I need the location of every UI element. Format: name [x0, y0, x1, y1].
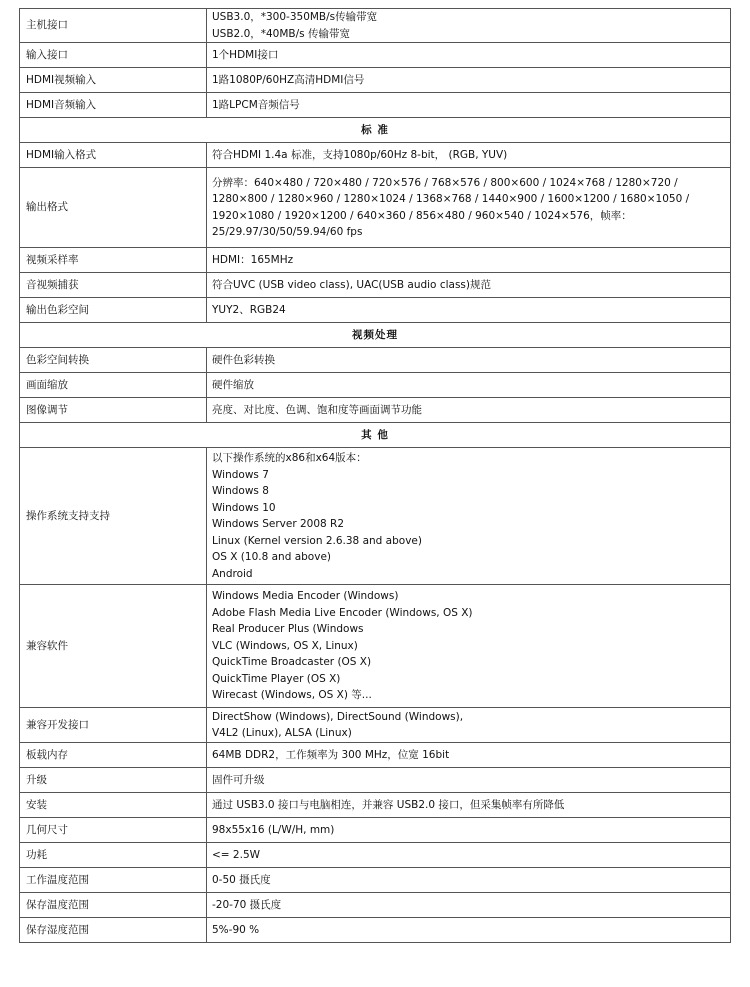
spec-row [20, 918, 731, 943]
spec-value: 分辨率：640×480 / 720×480 / 720×576 / 768×576 / 800×600 / 1024×768 / 1280×720 / 1280×800 / 1280×960 / 1280×1024 / 1368×768 / 1440×900 / 1600×1200 / 1680×1050 / 1920×1080 / 1920×1200 / 640×360 / 856×480 / 960×540 / 1024×576，帧率： 25/29.97/30/50/59.94/60 fps [207, 168, 731, 248]
spec-table [19, 8, 731, 943]
spec-row [20, 143, 731, 168]
spec-label: 几何尺寸 [20, 818, 207, 843]
section-header-row [20, 323, 731, 348]
spec-row [20, 843, 731, 868]
section-header-row [20, 423, 731, 448]
section-header-row [20, 118, 731, 143]
spec-value: 亮度、对比度、色调、饱和度等画面调节功能 [207, 398, 731, 423]
spec-value: Windows Media Encoder (Windows) Adobe Flash Media Live Encoder (Windows, OS X) Real Producer Plus (Windows VLC (Windows, OS X, Linux) QuickTime Broadcaster (OS X) QuickTime Player (OS X) Wirecast (Windows, OS X) 等... [207, 585, 731, 708]
spec-label: 功耗 [20, 843, 207, 868]
spec-label: 升级 [20, 768, 207, 793]
spec-row [20, 818, 731, 843]
spec-row [20, 68, 731, 93]
spec-label: 板载内存 [20, 743, 207, 768]
spec-value: 1路LPCM音频信号 [207, 93, 731, 118]
spec-value: 以下操作系统的x86和x64版本： Windows 7 Windows 8 Windows 10 Windows Server 2008 R2 Linux (Kernel version 2.6.38 and above) OS X (10.8 and above) Android [207, 448, 731, 585]
spec-label: 图像调节 [20, 398, 207, 423]
spec-label: HDMI输入格式 [20, 143, 207, 168]
spec-row [20, 585, 731, 708]
spec-row [20, 373, 731, 398]
spec-label: 兼容开发接口 [20, 708, 207, 743]
spec-row [20, 768, 731, 793]
spec-value: YUY2、RGB24 [207, 298, 731, 323]
spec-row [20, 168, 731, 248]
spec-row [20, 793, 731, 818]
spec-value: 1个HDMI接口 [207, 43, 731, 68]
spec-label: 输出格式 [20, 168, 207, 248]
section-title: 其 他 [20, 423, 731, 448]
section-title: 视频处理 [20, 323, 731, 348]
spec-label: HDMI音频输入 [20, 93, 207, 118]
spec-label: 视频采样率 [20, 248, 207, 273]
spec-row [20, 743, 731, 768]
spec-value: 64MB DDR2，工作频率为 300 MHz，位宽 16bit [207, 743, 731, 768]
spec-label: 保存温度范围 [20, 893, 207, 918]
spec-row [20, 708, 731, 743]
spec-value: 硬件色彩转换 [207, 348, 731, 373]
spec-value: 符合UVC (USB video class), UAC(USB audio class)规范 [207, 273, 731, 298]
spec-value: 1路1080P/60HZ高清HDMI信号 [207, 68, 731, 93]
spec-row [20, 9, 731, 43]
spec-row [20, 868, 731, 893]
spec-row [20, 448, 731, 585]
spec-value: HDMI：165MHz [207, 248, 731, 273]
spec-value: 固件可升级 [207, 768, 731, 793]
spec-label: 兼容软件 [20, 585, 207, 708]
spec-value: 硬件缩放 [207, 373, 731, 398]
spec-row [20, 348, 731, 373]
spec-value: 0-50 摄氏度 [207, 868, 731, 893]
spec-row [20, 893, 731, 918]
spec-label: 操作系统支持支持 [20, 448, 207, 585]
spec-label: 色彩空间转换 [20, 348, 207, 373]
spec-label: 输出色彩空间 [20, 298, 207, 323]
spec-label: 安装 [20, 793, 207, 818]
spec-label: 输入接口 [20, 43, 207, 68]
spec-row [20, 43, 731, 68]
spec-value: 5%-90 % [207, 918, 731, 943]
spec-value: 通过 USB3.0 接口与电脑相连，并兼容 USB2.0 接口，但采集帧率有所降低 [207, 793, 731, 818]
spec-table-body [20, 9, 731, 943]
spec-label: 画面缩放 [20, 373, 207, 398]
spec-row [20, 248, 731, 273]
section-title: 标 准 [20, 118, 731, 143]
spec-row [20, 273, 731, 298]
spec-value: -20-70 摄氏度 [207, 893, 731, 918]
spec-value: 98x55x16 (L/W/H, mm) [207, 818, 731, 843]
spec-value: DirectShow (Windows), DirectSound (Windows), V4L2 (Linux), ALSA (Linux) [207, 708, 731, 743]
spec-value: USB3.0，*300-350MB/s传输带宽 USB2.0，*40MB/s 传输带宽 [207, 9, 731, 43]
spec-label: 保存湿度范围 [20, 918, 207, 943]
spec-row [20, 398, 731, 423]
spec-label: HDMI视频输入 [20, 68, 207, 93]
spec-label: 音视频捕获 [20, 273, 207, 298]
spec-row [20, 298, 731, 323]
spec-label: 工作温度范围 [20, 868, 207, 893]
spec-row [20, 93, 731, 118]
spec-label: 主机接口 [20, 9, 207, 43]
spec-value: 符合HDMI 1.4a 标准，支持1080p/60Hz 8-bit， (RGB, YUV) [207, 143, 731, 168]
spec-value: <= 2.5W [207, 843, 731, 868]
